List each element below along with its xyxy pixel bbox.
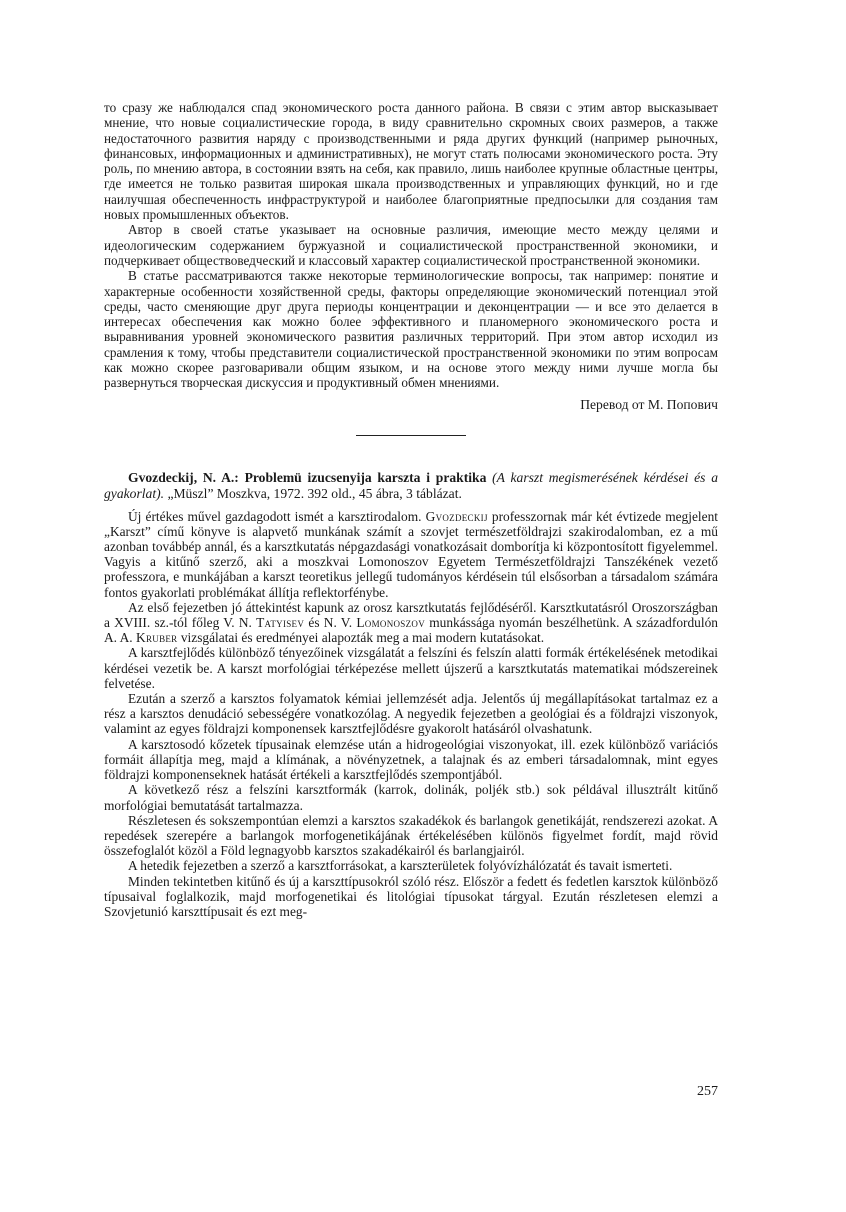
- hungarian-paragraph-1: [104, 509, 718, 600]
- person-name: Lomonoszov: [356, 615, 425, 631]
- page-number: 257: [697, 1084, 718, 1099]
- hungarian-paragraph-2: [104, 600, 718, 646]
- russian-paragraph-3: В статье рассматриваются также некоторые терминологические вопросы, так например: понятие и характерные особенности хозяйственной среды, факторы определяющие экономический потенциал этой среды, часто сменяющие друг друга периоды концентрации и деконцентрации — и все это делается в интересах обеспечения как можно более эффективного и планомерного экономического роста и выравнивания уровней экономического развития различных территорий. При этом автор исходил из срамления к тому, чтобы представители социалистической пространственной экономики по этим вопросам как можно скорее разговаривали общим языком, и на основе этого между ними лучше могла бы развернуться творческая дискуссия и продуктивный обмен мнениями.: [104, 268, 718, 391]
- review-author: Gvozdeckij, N. A.:: [128, 469, 239, 485]
- review-subtitle: (A karszt megismerésének kérdései és a gyakorlat).: [104, 469, 718, 501]
- text-run: Az első fejezetben jó áttekintést kapunk az orosz karsztkutatás fejlődéséről. Karsztkutatásról Oroszországban a XVIII. sz.-tól főleg V. N.: [104, 599, 718, 631]
- russian-summary: [104, 100, 718, 391]
- hungarian-paragraph-6: A következő rész a felszíni karsztformák (karrok, dolinák, poljék stb.) sok példával illusztrált kitűnő morfológiai bemutatását tartalmazza.: [104, 782, 718, 813]
- russian-paragraph-2: Автор в своей статье указывает на основные различия, имеющие место между целями и идеологическим содержанием буржуазной и социалистической пространственной экономики, и подчеркивает обществоведческий и классовый характер социалистической пространственной экономики.: [104, 222, 718, 268]
- hungarian-review-body: [104, 509, 718, 919]
- hungarian-paragraph-8: A hetedik fejezetben a szerző a karsztforrásokat, a karszterületek folyóvízhálózatát és tavait ismerteti.: [128, 858, 673, 874]
- person-name: Kruber: [136, 630, 178, 646]
- text-run: professzornak már két évtizede megjelent „Karszt” című könyve is alapvető munkának számít a szovjet természetföldrajzi szakirodalomban, ez a mű azonban továbbép annál, és a karsztkutatás népgazdasági vonatkozásait domborítja ki központosított figyelemmel. Vagyis a kitűnő szerző, aki a moszkvai Lomonoszov Egyetem Természetföldrajzi Tanszékének vezető professzora, e munkájában a karszt teoretikus jellegű tudományos kérdésein túl elsősorban a társadalom számára fontos gyakorlati problémákat állítja reflektorfénybe.: [104, 508, 718, 600]
- review-reference: [104, 470, 718, 502]
- hungarian-paragraph-5: A karsztosodó kőzetek típusainak elemzése után a hidrogeológiai viszonyokat, ill. ezek különböző variációs formáit állapítja meg, majd a klímának, a növényzetnek, a talajnak és az emberi társadalomnak, mint egyes földrajzi komponenseknek hatását értékeli a karsztfejlődés szempontjából.: [104, 736, 718, 783]
- review-publication: „Müszl” Moszkva, 1972. 392 old., 45 ábra, 3 táblázat.: [167, 485, 462, 501]
- hungarian-paragraph-7: Részletesen és sokszempontúan elemzi a karsztos szakadékok és barlangok genetikáját, rendszerezi azokat. A repedések szerepére a barlangok morfogenetikájának értékelésében különös figyelmet fordít, majd rövid összefoglalót közöl a Föld legnagyobb karsztos szakadékairól és barlangjairól.: [104, 812, 718, 859]
- text-run: és N. V.: [304, 615, 357, 631]
- section-divider: [356, 435, 466, 436]
- text-run: munkássága nyomán beszélhetünk. A századfordulón A. A.: [104, 615, 718, 646]
- hungarian-paragraph-4: Ezután a szerző a karsztos folyamatok kémiai jellemzését adja. Jelentős új megállapításokat tartalmaz ez a rész a karsztos denudáció sebességére vonatkozólag. A negyedik fejezetben a geológiai és a földrajzi viszonyok, valamint az egyes földrajzi komponensek karsztfejlődésre gyakorolt hatásáról olvashatunk.: [104, 691, 718, 737]
- hungarian-paragraph-9: Minden tekintetben kitűnő és új a karszttípusokról szóló rész. Először a fedett és fedetlen karsztok különböző típusaival foglalkozik, majd morfogenetikai és litológiai típusokat tárgyal. Ezután részletesen elemzi a Szovjetunió karszttípusait és ezt meg-: [104, 873, 718, 919]
- text-run: Új értékes művel gazdagodott ismét a karsztirodalom.: [128, 508, 426, 524]
- russian-paragraph-1: то сразу же наблюдался спад экономического роста данного района. В связи с этим автор высказывает мнение, что новые социалистические города, в виду сравнительно скромных своих размеров, а также недостаточного развития наряду с производственными и ряда других функций (например рыночных, финансовых, информационных и административных), не могут стать полюсами экономического роста. Эту роль, по мнению автора, в состоянии взять на себя, как правило, лишь наиболее крупные областные центры, где имеется не только развитая широкая шкала производственных и управляющих функций, но и где наилучшая обеспеченность инфраструктурой и наиболее благоприятные предпосылки для создания там новых промышленных объектов.: [104, 100, 718, 223]
- translator-credit: Перевод от М. Попович: [580, 396, 718, 412]
- hungarian-paragraph-3: A karsztfejlődés különböző tényezőinek vizsgálatát a felszíni és felszín alatti formák értékelésének metodikai kérdései vezetik be. A karszt morfológiai térképezése mellett újszerű a karsztkutatás matematikai módszereinek felvetése.: [104, 645, 718, 691]
- review-title: Problemü izucsenyija karszta i praktika: [244, 469, 487, 485]
- page-content: [104, 100, 718, 919]
- person-name: Tatyisev: [256, 615, 305, 631]
- author-name: Gvozdeckij: [425, 508, 488, 524]
- text-run: vizsgálatai és eredményei alapozták meg a mai modern kutatásokat.: [177, 630, 545, 646]
